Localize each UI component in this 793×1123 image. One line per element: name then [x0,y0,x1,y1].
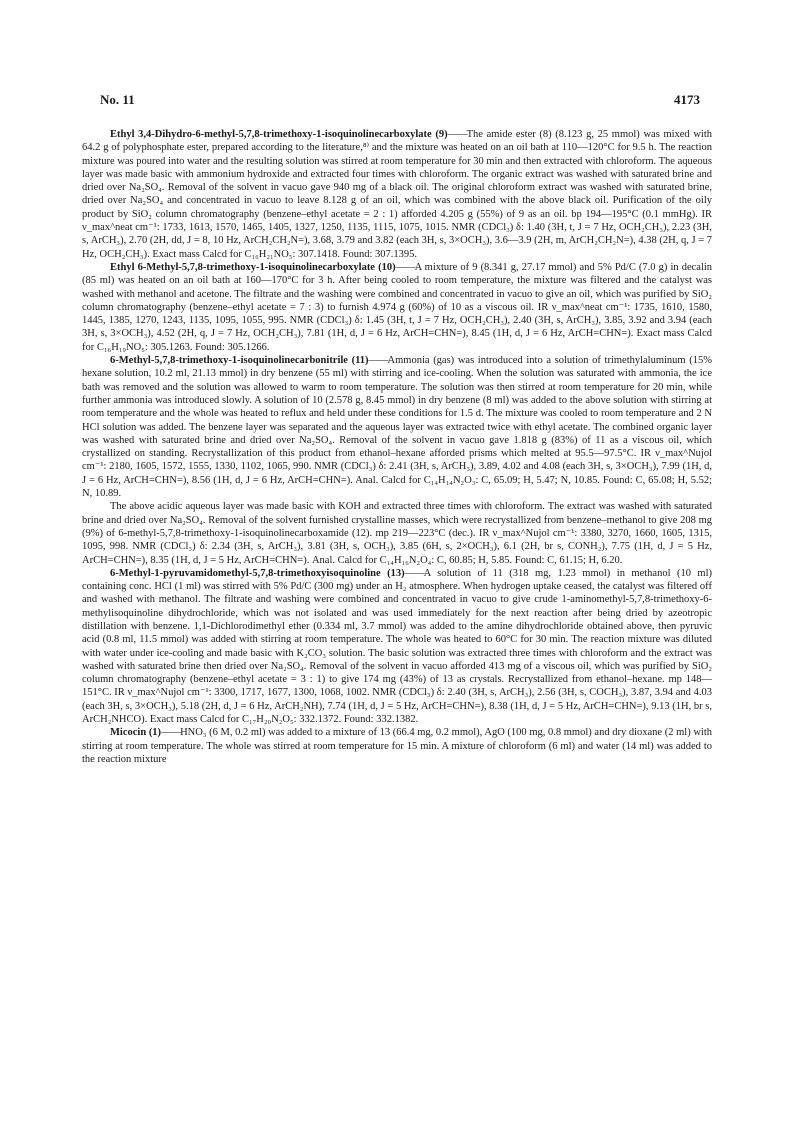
compound-name: 6-Methyl-1-pyruvamidomethyl-5,7,8-trimethoxyisoquinoline [110,567,381,579]
experimental-section [82,128,712,766]
issue-number: No. 11 [100,92,135,107]
paragraph-text: Ammonia (gas) was introduced into a solution of trimethylaluminum (15% hexane solution, 10.2 ml, 21.13 mmol) in dry benzene (55 ml) with stirring and ice-cooling. When the solution was saturated with ammonia, the ice bath was removed and the solution was allowed to warm to room temperature. The solution was then stirred at room temperature for 20 min, while further ammonia was introduced slowly. A solution of 10 (2.578 g, 8.45 mmol) in dry benzene (8 ml) was added to the above solution with stirring at room temperature and the whole was heated to reflux and held under these conditions for 1.5 d. The mixture was cooled to room temperature and 2 N HCl solution was added. The benzene layer was separated and the aqueous layer was extracted twice with ethyl acetate. The combined organic layer was washed with saturated brine and dried over Na₂SO₄. Removal of the solvent in vacuo gave 1.818 g (83%) of 11 as a viscous oil, which crystallized on standing. Recrystallization of this product from ethanol–hexane afforded prisms which melted at 95.5—97.5°C. IR ν_max^Nujol cm⁻¹: 2180, 1605, 1572, 1555, 1330, 1102, 1065, 990. NMR (CDCl₃) δ: 2.41 (3H, s, ArCH₃), 3.89, 4.02 and 4.08 (each 3H, s, 3×OCH₃), 7.99 (1H, d, J = 6 Hz, ArCH=CHN=), 8.56 (1H, d, J = 6 Hz, ArCH=CHN=). Anal. Calcd for C₁₄H₁₄N₂O₃: C, 65.09; H, 5.47; N, 10.85. Found: C, 65.08; H, 5.52; N, 10.89. [82,355,712,500]
page-header [100,92,700,112]
paragraph-micocin: Micocin (1)——HNO₃ (6 M, 0.2 ml) was added to a mixture of 13 (66.4 mg, 0.2 mmol), AgO (100 mg, 0.8 mmol) and dry dioxane (2 ml) with stirring at room temperature. The whole was stirred at room temperature for 15 min. A mixture of chloroform (6 ml) and water (14 ml) was added to the reaction mixture [82,727,713,765]
paragraph-text: The amide ester (8) (8.123 g, 25 mmol) was mixed with 64.2 g of polyphosphate ester, prepared according to the literature,⁸⁾ and the mixture was heated on an oil bath at 110—120°C for 9.5 h. The reaction mixture was poured into water and the resulting solution was stirred at room temperature for 30 min and then extracted with chloroform. The aqueous layer was made basic with ammonium hydroxide and extracted four times with chloroform. The organic extract was washed with saturated brine and dried over Na₂SO₄. Removal of the solvent in vacuo gave 940 mg of a black oil. The original chloroform extract was washed with saturated brine, dried over Na₂SO₄ and concentrated in vacuo to leave 8.128 g of an oil, which was combined with the above black oil. Purification of the oily product by SiO₂ column chromatography (benzene–ethyl acetate = 2 : 1) afforded 4.205 g (55%) of 9 as an oil. bp 194—195°C (0.1 mmHg). IR ν_max^neat cm⁻¹: 1733, 1613, 1570, 1465, 1405, 1327, 1250, 1135, 1115, 1075, 1015. NMR (CDCl₃) δ: 1.40 (3H, t, J = 7 Hz, OCH₂CH₃), 2.23 (3H, s, ArCH₃), 2.70 (2H, dd, J = 8, 10 Hz, ArCH₂CH₂N=), 3.68, 3.79 and 3.82 (each 3H, s, 3×OCH₃), 3.6—3.9 (2H, m, ArCH₂CH₂N=), 4.38 (2H, q, J = 7 Hz, OCH₂CH₃). Exact mass Calcd for C₁₆H₂₁NO₅: 307.1418. Found: 307.1395. [82,129,713,260]
compound-name: 6-Methyl-5,7,8-trimethoxy-1-isoquinolinecarbonitrile [110,355,348,367]
compound-number: (13) [387,567,405,579]
paragraph-compound-9: Ethyl 3,4-Dihydro-6-methyl-5,7,8-trimethoxy-1-isoquinolinecarboxylate (9)——The amide ester (8) (8.123 g, 25 mmol) was mixed with 64.2 g of polyphosphate ester, prepared according to the literature,⁸⁾ and the mixture was heated on an oil bath at 110—120°C for 9.5 h. The reaction mixture was poured into water and the resulting solution was stirred at room temperature for 30 min and then extracted with chloroform. The aqueous layer was made basic with ammonium hydroxide and extracted four times with chloroform. The organic extract was washed with saturated brine and dried over Na₂SO₄. Removal of the solvent in vacuo gave 940 mg of a black oil. The original chloroform extract was washed with saturated brine, dried over Na₂SO₄ and concentrated in vacuo to leave 8.128 g of an oil, which was combined with the above black oil. Purification of the oily product by SiO₂ column chromatography (benzene–ethyl acetate = 2 : 1) afforded 4.205 g (55%) of 9 as an oil. bp 194—195°C (0.1 mmHg). IR ν_max^neat cm⁻¹: 1733, 1613, 1570, 1465, 1405, 1327, 1250, 1135, 1115, 1075, 1015. NMR (CDCl₃) δ: 1.40 (3H, t, J = 7 Hz, OCH₂CH₃), 2.23 (3H, s, ArCH₃), 2.70 (2H, dd, J = 8, 10 Hz, ArCH₂CH₂N=), 3.68, 3.79 and 3.82 (each 3H, s, 3×OCH₃), 3.6—3.9 (2H, m, ArCH₂CH₂N=), 4.38 (2H, q, J = 7 Hz, OCH₂CH₃). Exact mass Calcd for C₁₆H₂₁NO₅: 307.1418. Found: 307.1395. [82,129,713,260]
compound-name: Micocin [110,727,147,739]
paragraph-compound-11: 6-Methyl-5,7,8-trimethoxy-1-isoquinolinecarbonitrile (11)——Ammonia (gas) was introduced into a solution of trimethylaluminum (15% hexane solution, 10.2 ml, 21.13 mmol) in dry benzene (55 ml) with stirring and ice-cooling. When the solution was saturated with ammonia, the ice bath was removed and the solution was allowed to warm to room temperature. The solution was then stirred at room temperature for 20 min, while further ammonia was introduced slowly. A solution of 10 (2.578 g, 8.45 mmol) in dry benzene (8 ml) was added to the above solution with stirring at room temperature and the whole was heated to reflux and held under these conditions for 1.5 d. The mixture was cooled to room temperature and 2 N HCl solution was added. The benzene layer was separated and the aqueous layer was extracted twice with ethyl acetate. The combined organic layer was washed with saturated brine and dried over Na₂SO₄. Removal of the solvent in vacuo gave 1.818 g (83%) of 11 as a viscous oil, which crystallized on standing. Recrystallization of this product from ethanol–hexane afforded prisms which melted at 95.5—97.5°C. IR ν_max^Nujol cm⁻¹: 2180, 1605, 1572, 1555, 1330, 1102, 1065, 990. NMR (CDCl₃) δ: 2.41 (3H, s, ArCH₃), 3.89, 4.02 and 4.08 (each 3H, s, 3×OCH₃), 7.99 (1H, d, J = 6 Hz, ArCH=CHN=), 8.56 (1H, d, J = 6 Hz, ArCH=CHN=). Anal. Calcd for C₁₄H₁₄N₂O₃: C, 65.09; H, 5.47; N, 10.85. Found: C, 65.08; H, 5.52; N, 10.89. [82,355,712,500]
compound-number: (9) [435,129,448,140]
paragraph-text: The above acidic aqueous layer was made basic with KOH and extracted three times with chloroform. The extract was washed with saturated brine and dried over Na₂SO₄. Removal of the solvent furnished crystalline masses, which were recrystallized from benzene–methanol to give 208 mg (9%) of 6-methyl-5,7,8-trimethoxy-1-isoquinolinecarboxamide (12). mp 219—223°C (dec.). IR ν_max^Nujol cm⁻¹: 3380, 3270, 1660, 1605, 1315, 1095, 998. NMR (CDCl₃) δ: 2.34 (3H, s, ArCH₃), 3.81 (3H, s, OCH₃), 3.85 (6H, s, 2×OCH₃), 6.1 (2H, br s, CONH₂), 7.75 (1H, d, J = 5 Hz, ArCH=CHN=), 8.35 (1H, d, J = 5 Hz, ArCH=CHN=). Anal. Calcd for C₁₄H₁₆N₂O₄: C, 60.85; H, 5.85. Found: C, 61.15; H, 6.20. [82,501,712,566]
compound-number: (11) [351,355,369,367]
compound-number: (10) [378,261,396,273]
paragraph-text: HNO₃ (6 M, 0.2 ml) was added to a mixture of 13 (66.4 mg, 0.2 mmol), AgO (100 mg, 0.8 mmol) and dry dioxane (2 ml) with stirring at room temperature. The whole was stirred at room temperature for 15 min. A mixture of chloroform (6 ml) and water (14 ml) was added to the reaction mixture [82,727,713,765]
compound-name: Ethyl 6-Methyl-5,7,8-trimethoxy-1-isoquinolinecarboxylate [110,261,375,273]
paragraph-text: A solution of 11 (318 mg, 1.23 mmol) in methanol (10 ml) containing conc. HCl (1 ml) was stirred with 5% Pd/C (300 mg) under an H₂ atmosphere. When hydrogen uptake ceased, the catalyst was filtered off and washed with methanol. The filtrate and washing were combined and concentrated in vacuo to give crude 1-aminomethyl-5,7,8-trimethoxy-6-methylisoquinoline dihydrochloride, which was not isolated and was used immediately for the next reaction after being dried by azeotropic distillation with benzene. 1,1-Dichlorodimethyl ether (0.334 ml, 3.7 mmol) was added to the amine dihydrochloride obtained above, then pyruvic acid (0.8 ml, 11.5 mmol) was added with stirring at room temperature. The whole was heated to 60°C for 30 min. The reaction mixture was diluted with water under ice-cooling and made basic with K₂CO₃ solution. The basic solution was extracted three times with chloroform and the extract was washed with saturated brine then dried over Na₂SO₄. Removal of the solvent in vacuo afforded 413 mg of a viscous oil, which was purified by SiO₂ column chromatography (benzene–ethyl acetate = 3 : 1) to give 174 mg (43%) of 13 as crystals. Recrystallized from ethanol–hexane. mp 148—151°C. IR ν_max^Nujol cm⁻¹: 3300, 1717, 1677, 1300, 1068, 1002. NMR (CDCl₃) δ: 2.40 (3H, s, ArCH₃), 2.56 (3H, s, COCH₃), 3.87, 3.94 and 4.03 (each 3H, s, 3×OCH₃), 5.18 (2H, d, J = 6 Hz, ArCH₂NH), 7.74 (1H, d, J = 5 Hz, ArCH=CHN=), 8.38 (1H, d, J = 5 Hz, ArCH=CHN=), 9.13 (1H, br s, ArCH₂NHCO). Exact mass Calcd for C₁₇H₂₀N₂O₅: 332.1372. Found: 332.1382. [82,567,713,726]
page-number: 4173 [674,92,700,107]
compound-name: Ethyl 3,4-Dihydro-6-methyl-5,7,8-trimethoxy-1-isoquinolinecarboxylate [110,129,432,140]
paragraph-compound-12 [82,500,712,566]
compound-number: (1) [148,727,162,739]
paragraph-text: A mixture of 9 (8.341 g, 27.17 mmol) and 5% Pd/C (7.0 g) in decalin (85 ml) was heated on an oil bath at 160—170°C for 3 h. After being cooled to room temperature, the mixture was filtered and the catalyst was washed with methanol and acetone. The filtrate and the washing were combined and concentrated in vacuo to give an oil, which was purified by SiO₂ column chromatography (benzene–ethyl acetate = 7 : 3) to furnish 4.974 g (60%) of 10 as a viscous oil. IR ν_max^neat cm⁻¹: 1735, 1610, 1580, 1445, 1385, 1270, 1243, 1135, 1095, 1055, 995. NMR (CDCl₃) δ: 1.45 (3H, t, J = 7 Hz, OCH₂CH₃), 2.40 (3H, s, ArCH₃), 3.85, 3.92 and 3.94 (each 3H, s, 3×OCH₃), 4.52 (2H, q, J = 7 Hz, OCH₂CH₃), 7.81 (1H, d, J = 6 Hz, ArCH=CHN=), 8.45 (1H, d, J = 6 Hz, ArCH=CHN=). Exact mass Calcd for C₁₆H₁₉NO₅: 305.1263. Found: 305.1266. [82,261,713,353]
paragraph-compound-10: Ethyl 6-Methyl-5,7,8-trimethoxy-1-isoquinolinecarboxylate (10)——A mixture of 9 (8.341 g, 27.17 mmol) and 5% Pd/C (7.0 g) in decalin (85 ml) was heated on an oil bath at 160—170°C for 3 h. After being cooled to room temperature, the mixture was filtered and the catalyst was washed with methanol and acetone. The filtrate and the washing were combined and concentrated in vacuo to give an oil, which was purified by SiO₂ column chromatography (benzene–ethyl acetate = 7 : 3) to furnish 4.974 g (60%) of 10 as a viscous oil. IR ν_max^neat cm⁻¹: 1735, 1610, 1580, 1445, 1385, 1270, 1243, 1135, 1095, 1055, 995. NMR (CDCl₃) δ: 1.45 (3H, t, J = 7 Hz, OCH₂CH₃), 2.40 (3H, s, ArCH₃), 3.85, 3.92 and 3.94 (each 3H, s, 3×OCH₃), 4.52 (2H, q, J = 7 Hz, OCH₂CH₃), 7.81 (1H, d, J = 6 Hz, ArCH=CHN=), 8.45 (1H, d, J = 6 Hz, ArCH=CHN=). Exact mass Calcd for C₁₆H₁₉NO₅: 305.1263. Found: 305.1266. [82,261,713,353]
paragraph-compound-13: 6-Methyl-1-pyruvamidomethyl-5,7,8-trimethoxyisoquinoline (13)——A solution of 11 (318 mg, 1.23 mmol) in methanol (10 ml) containing conc. HCl (1 ml) was stirred with 5% Pd/C (300 mg) under an H₂ atmosphere. When hydrogen uptake ceased, the catalyst was filtered off and washed with methanol. The filtrate and washing were combined and concentrated in vacuo to give crude 1-aminomethyl-5,7,8-trimethoxy-6-methylisoquinoline dihydrochloride, which was not isolated and was used immediately for the next reaction after being dried by azeotropic distillation with benzene. 1,1-Dichlorodimethyl ether (0.334 ml, 3.7 mmol) was added to the amine dihydrochloride obtained above, then pyruvic acid (0.8 ml, 11.5 mmol) was added with stirring at room temperature. The whole was heated to 60°C for 30 min. The reaction mixture was diluted with water under ice-cooling and made basic with K₂CO₃ solution. The basic solution was extracted three times with chloroform and the extract was washed with saturated brine then dried over Na₂SO₄. Removal of the solvent in vacuo afforded 413 mg of a viscous oil, which was purified by SiO₂ column chromatography (benzene–ethyl acetate = 3 : 1) to give 174 mg (43%) of 13 as crystals. Recrystallized from ethanol–hexane. mp 148—151°C. IR ν_max^Nujol cm⁻¹: 3300, 1717, 1677, 1300, 1068, 1002. NMR (CDCl₃) δ: 2.40 (3H, s, ArCH₃), 2.56 (3H, s, COCH₃), 3.87, 3.94 and 4.03 (each 3H, s, 3×OCH₃), 5.18 (2H, d, J = 6 Hz, ArCH₂NH), 7.74 (1H, d, J = 5 Hz, ArCH=CHN=), 8.38 (1H, d, J = 5 Hz, ArCH=CHN=), 9.13 (1H, br s, ArCH₂NHCO). Exact mass Calcd for C₁₇H₂₀N₂O₅: 332.1372. Found: 332.1382. [82,567,713,726]
